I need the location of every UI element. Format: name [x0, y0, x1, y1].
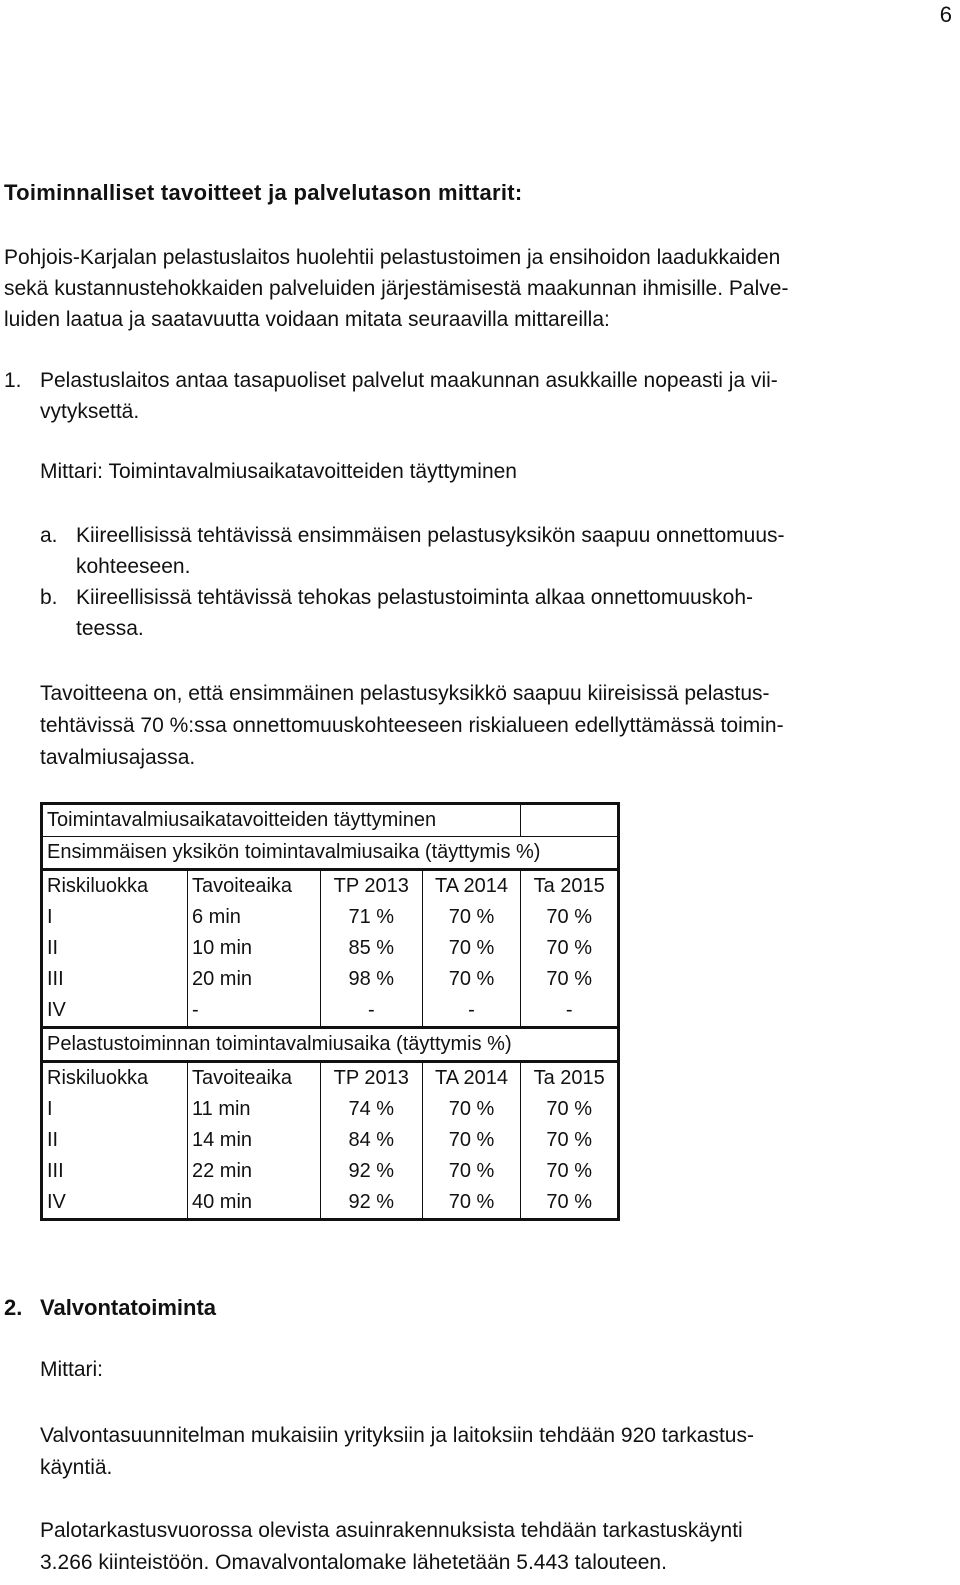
- table-cell: 70 %: [521, 964, 617, 995]
- table-title: Toimintavalmiusaikatavoitteiden täyttyminen: [43, 805, 521, 837]
- column-header: TP 2013: [321, 870, 423, 903]
- column-header: Riskiluokka: [47, 875, 149, 897]
- goal-line: vytyksettä.: [40, 400, 140, 423]
- goal-1: [4, 365, 884, 427]
- table-cell: 84 %: [321, 1125, 423, 1156]
- column-header: Ta 2015: [521, 870, 617, 903]
- table-cell: 74 %: [321, 1094, 423, 1125]
- table-row: [43, 1156, 617, 1187]
- paragraph-line: Valvontasuunnitelman mukaisiin yrityksiin ja laitoksiin tehdään 920 tarkastus-: [40, 1424, 754, 1447]
- table-cell: 22 min: [188, 1156, 321, 1187]
- section-title-row: [43, 837, 617, 870]
- paragraph-line: käyntiä.: [40, 1456, 113, 1479]
- table-cell: III: [47, 1160, 64, 1182]
- paragraph-line: Palotarkastusvuorossa olevista asuinrakennuksista tehdään tarkastuskäynti: [40, 1519, 743, 1542]
- table-title-row: [43, 805, 617, 837]
- table-cell: I: [47, 1098, 53, 1120]
- table-cell: 92 %: [321, 1187, 423, 1218]
- table-row: [43, 995, 617, 1028]
- column-header: Riskiluokka: [47, 1067, 149, 1089]
- table-cell: -: [422, 995, 521, 1028]
- intro-line: luiden laatua ja saatavuutta voidaan mitata seuraavilla mittareilla:: [4, 308, 610, 331]
- table-cell: IV: [47, 1191, 66, 1213]
- table-cell: 70 %: [521, 902, 617, 933]
- target-paragraph: [40, 678, 890, 774]
- table-cell: 20 min: [188, 964, 321, 995]
- table-cell: -: [521, 995, 617, 1028]
- table-cell: 70 %: [422, 964, 521, 995]
- list-item: [40, 520, 890, 582]
- list-item-line: Kiireellisissä tehtävissä tehokas pelastustoiminta alkaa onnettomuuskoh-: [76, 586, 754, 609]
- table-cell: 85 %: [321, 933, 423, 964]
- table-cell: -: [188, 995, 321, 1028]
- column-header: Tavoiteaika: [188, 1062, 321, 1095]
- table-cell: 14 min: [188, 1125, 321, 1156]
- table-cell: 10 min: [188, 933, 321, 964]
- paragraph-line: 3.266 kiinteistöön. Omavalvontalomake lähetetään 5.443 talouteen.: [40, 1551, 667, 1574]
- mittari-label: Mittari: Toimintavalmiusaikatavoitteiden täyttyminen: [40, 460, 517, 483]
- table-cell: 70 %: [521, 933, 617, 964]
- page-number: 6: [939, 2, 952, 27]
- table-cell: 70 %: [422, 1125, 521, 1156]
- column-header: TA 2014: [422, 1062, 521, 1095]
- table-cell: II: [47, 1129, 59, 1151]
- section-title: Ensimmäisen yksikön toimintavalmiusaika (täyttymis %): [43, 837, 617, 870]
- section-title-row: [43, 1028, 617, 1062]
- target-line: Tavoitteena on, että ensimmäinen pelastusyksikkö saapuu kiireisissä pelastus-: [40, 682, 770, 705]
- page-heading: Toiminnalliset tavoitteet ja palvelutason mittarit:: [4, 180, 523, 205]
- table-empty-cell: [521, 805, 617, 837]
- table-cell: I: [47, 906, 53, 928]
- table-header-row: [43, 870, 617, 903]
- intro-line: Pohjois-Karjalan pelastuslaitos huolehtii pelastustoimen ja ensihoidon laadukkaiden: [4, 246, 781, 269]
- table-cell: 11 min: [188, 1094, 321, 1125]
- section-title: Pelastustoiminnan toimintavalmiusaika (täyttymis %): [43, 1028, 617, 1062]
- table-cell: 70 %: [422, 1094, 521, 1125]
- table-cell: 6 min: [188, 902, 321, 933]
- list-item-line: teessa.: [76, 617, 144, 640]
- intro-line: sekä kustannustehokkaiden palveluiden järjestämisestä maakunnan ihmisille. Palve-: [4, 277, 789, 300]
- table-row: [43, 964, 617, 995]
- table-cell: 70 %: [521, 1125, 617, 1156]
- table-cell: 98 %: [321, 964, 423, 995]
- table-cell: II: [47, 937, 59, 959]
- table-cell: III: [47, 968, 64, 990]
- table-cell: 40 min: [188, 1187, 321, 1218]
- table-cell: 71 %: [321, 902, 423, 933]
- table-cell: 70 %: [521, 1156, 617, 1187]
- table-header-row: [43, 1062, 617, 1095]
- readiness-table: [40, 802, 620, 1221]
- table-cell: IV: [47, 999, 66, 1021]
- list-item-line: kohteeseen.: [76, 555, 191, 578]
- table-row: [43, 1094, 617, 1125]
- section-heading: [4, 1295, 216, 1321]
- table-cell: 70 %: [521, 1094, 617, 1125]
- list-letter: b.: [40, 586, 58, 609]
- column-header: TA 2014: [422, 870, 521, 903]
- column-header: Tavoiteaika: [188, 870, 321, 903]
- table-row: [43, 1125, 617, 1156]
- column-header: Ta 2015: [521, 1062, 617, 1095]
- table-row: [43, 933, 617, 964]
- mittari-label: Mittari:: [40, 1358, 103, 1381]
- table-cell: 92 %: [321, 1156, 423, 1187]
- sub-list: [40, 520, 890, 644]
- table-cell: 70 %: [422, 933, 521, 964]
- table-cell: 70 %: [422, 902, 521, 933]
- section-number: 2.: [4, 1295, 23, 1320]
- fire-inspection-paragraph: [40, 1515, 900, 1579]
- list-item: [40, 582, 890, 644]
- intro-paragraph: [4, 242, 904, 335]
- goal-number: 1.: [4, 369, 22, 392]
- table-cell: 70 %: [521, 1187, 617, 1218]
- target-line: tavalmiusajassa.: [40, 746, 196, 769]
- table-row: [43, 902, 617, 933]
- target-line: tehtävissä 70 %:ssa onnettomuuskohteeseen riskialueen edellyttämässä toimin-: [40, 714, 784, 737]
- goal-line: Pelastuslaitos antaa tasapuoliset palvelut maakunnan asukkaille nopeasti ja vii-: [40, 369, 778, 392]
- table-row: [43, 1187, 617, 1218]
- table-cell: 70 %: [422, 1187, 521, 1218]
- inspection-paragraph: [40, 1420, 900, 1484]
- table-cell: 70 %: [422, 1156, 521, 1187]
- list-letter: a.: [40, 524, 58, 547]
- table-cell: -: [321, 995, 423, 1028]
- column-header: TP 2013: [321, 1062, 423, 1095]
- list-item-line: Kiireellisissä tehtävissä ensimmäisen pelastusyksikön saapuu onnettomuus-: [76, 524, 785, 547]
- section-title: Valvontatoiminta: [40, 1295, 217, 1320]
